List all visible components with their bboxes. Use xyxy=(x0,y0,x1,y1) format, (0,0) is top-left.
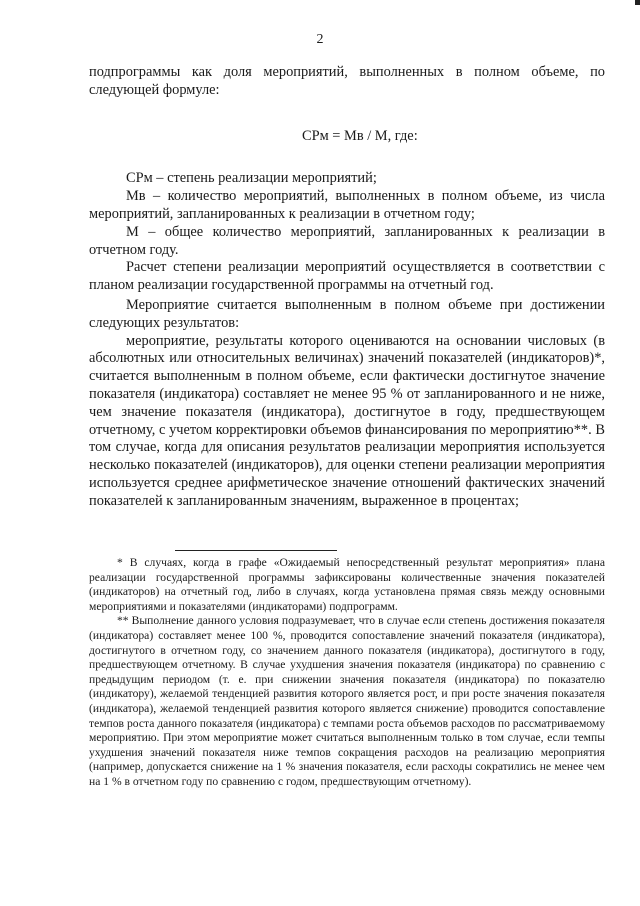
footnote-1: * В случаях, когда в графе «Ожидаемый непосредственный результат мероприятия» плана реализации государственной программы зафиксированы количественные значения показателей (индикаторов) на отчетный год, либо в случаях, когда установлена прямая связь между основными мероприятиями и показателями (индикаторами) подпрограмм. xyxy=(89,556,605,613)
paragraph-intro: подпрограммы как доля мероприятий, выполненных в полном объеме, по следующей формуле: xyxy=(89,64,605,98)
paragraph-completion-criteria: Мероприятие считается выполненным в полном объеме при достижении следующих результатов: xyxy=(89,296,605,331)
paragraph-m-definition: М – общее количество мероприятий, запланированных к реализации в отчетном году. xyxy=(89,223,605,258)
footnotes xyxy=(89,556,605,790)
paragraph-mv-definition: Мв – количество мероприятий, выполненных в полном объеме, из числа мероприятий, запланированных к реализации в отчетном году; xyxy=(89,188,605,222)
paragraph-numeric-indicators: мероприятие, результаты которого оцениваются на основании числовых (в абсолютных или относительных величинах) значений показателей (индикаторов)*, считается выполненным в полном объеме, если фактически достигнутое значение показателя (индикатора) составляет не менее 95 % от запланированного и не ниже, чем значение показателя (индикатора), достигнутое в году, предшествующем отчетному, с учетом корректировки объемов финансирования по мероприятию**. В том случае, когда для описания результатов реализации мероприятия используется несколько показателей (индикаторов), для оценки степени реализации мероприятия используется среднее арифметическое значение отношений фактических значений показателей к запланированным значениям, выраженное в процентах; xyxy=(89,332,605,509)
footnote-2: ** Выполнение данного условия подразумевает, что в случае если степень достижения показателя (индикатора) составляет менее 100 %, проводится сопоставление значений показателя (индикатора), достигнутого в отчетном году, со значением данного показателя (индикатора), достигнутого в году, предшествующем отчетному. В случае ухудшения значения показателя (индикатора) по сравнению с предыдущим периодом (т. е. при снижении значения показателя (индикатора) по показателю (индикатору), желаемой тенденцией развития которого является рост, и при росте значения показателя (индикатора), желаемой тенденцией развития которого является снижение) проводится сопоставление темпов роста данного показателя (индикатора) с темпами роста объемов расходов по рассматриваемому мероприятию. При этом мероприятие может считаться выполненным только в том случае, если темпы ухудшения значений показателя ниже темпов сокращения расходов на реализацию мероприятия (например, допускается снижение на 1 % значения показателя, если расходы сократились не менее чем на 1 % в отчетном году по сравнению с годом, предшествующим отчетному). xyxy=(89,614,605,788)
footnote-separator xyxy=(175,550,337,551)
scan-corner-mark xyxy=(635,0,640,5)
page-number: 2 xyxy=(316,32,324,47)
main-text xyxy=(89,64,605,511)
paragraph-calculation: Расчет степени реализации мероприятий осуществляется в соответствии с планом реализации государственной программы на отчетный год. xyxy=(89,259,605,294)
formula: СРм = Мв / М, где: xyxy=(302,127,418,144)
paragraph-srm-definition: СРм – степень реализации мероприятий; xyxy=(126,170,377,187)
